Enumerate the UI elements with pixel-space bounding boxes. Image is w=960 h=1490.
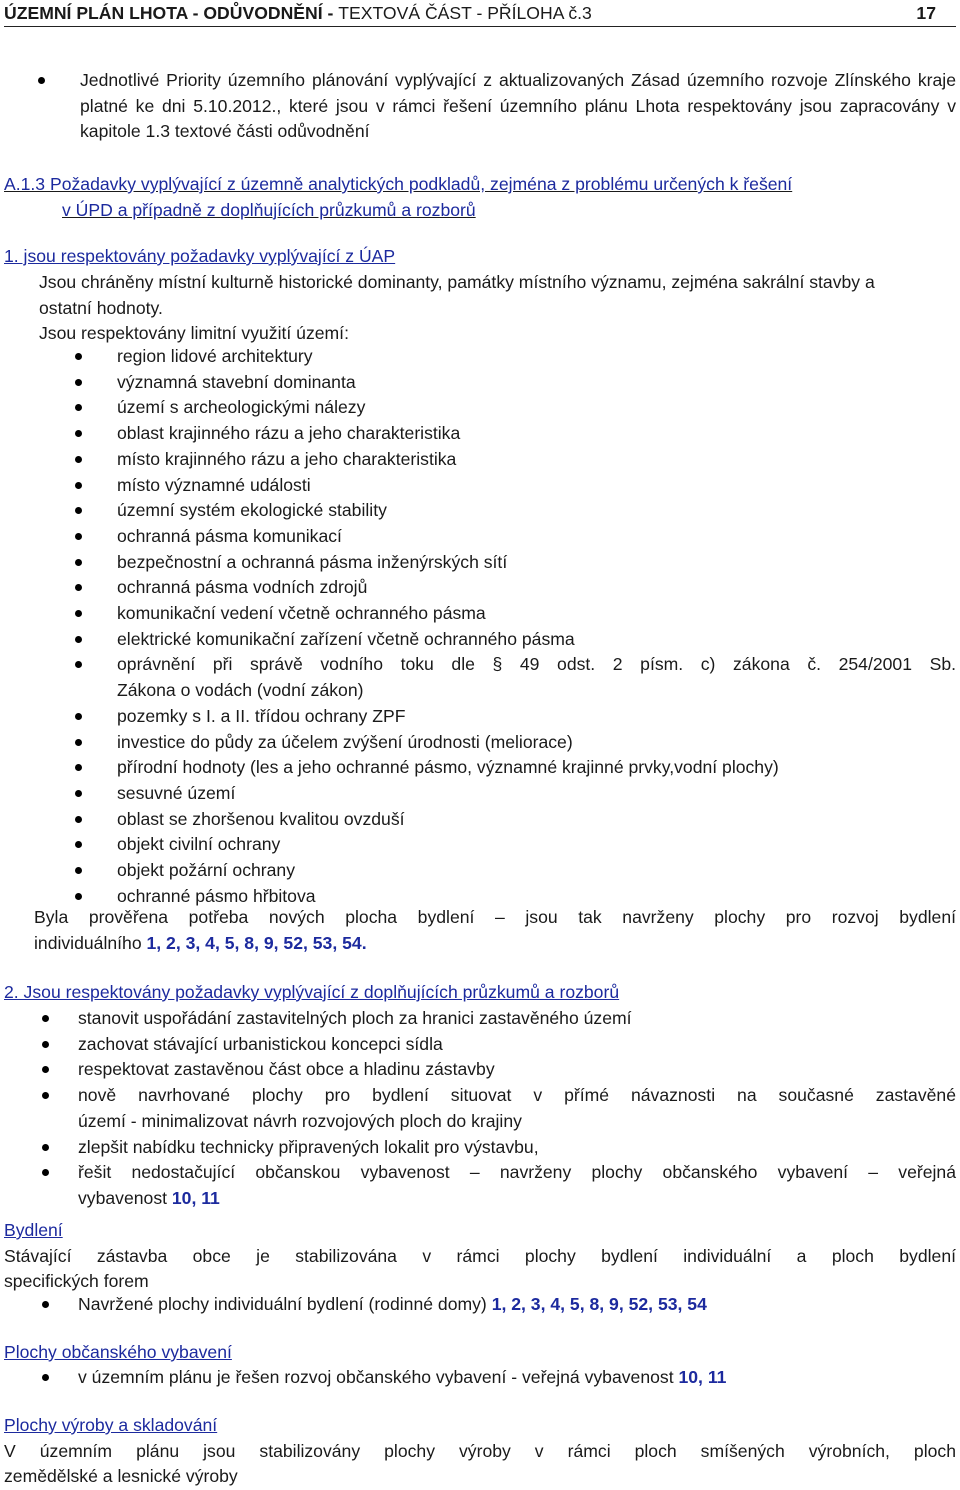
list-item: řešit nedostačující občanskou vybavenost – navrženy plochy občanského vybavení – veřejná — [78, 1160, 956, 1186]
vybavenost-refs: 10, 11 — [171, 1187, 220, 1208]
part1-body — [39, 270, 889, 347]
list-item: významná stavební dominanta — [117, 370, 956, 396]
list-item: ochranné pásmo hřbitova — [117, 884, 956, 910]
list-item: objekt civilní ochrany — [117, 832, 956, 858]
bydleni-refs: 1, 2, 3, 4, 5, 8, 9, 52, 53, 54 — [491, 1294, 707, 1314]
list-item: objekt požární ochrany — [117, 858, 956, 884]
list-item: bezpečnostní a ochranná pásma inženýrských sítí — [117, 550, 956, 576]
header-title-bold: ÚZEMNÍ PLÁN LHOTA - ODŮVODNĚNÍ - — [4, 3, 339, 23]
obcanske-bullet-text: v územním plánu je řešen rozvoj občanského vybavení - veřejná vybavenost — [78, 1367, 679, 1387]
list-item: pozemky s I. a II. třídou ochrany ZPF — [117, 704, 956, 730]
bydleni-bullet-text: Navržené plochy individuální bydlení (rodinné domy) — [78, 1294, 492, 1314]
limits-list — [117, 344, 956, 909]
list-item: nově navrhované plochy pro bydlení situovat v přímé návaznosti na současné zastavěné — [78, 1083, 956, 1109]
list-item: oprávnění při správě vodního toku dle § 49 odst. 2 písm. c) zákona č. 254/2001 Sb. — [117, 652, 956, 678]
obcanske-heading: Plochy občanského vybavení — [4, 1342, 232, 1362]
list-item: sesuvné území — [117, 781, 956, 807]
part1-conclusion — [34, 905, 956, 956]
bydleni-section — [4, 1218, 956, 1295]
list-item-continuation: Zákona o vodách (vodní zákon) — [117, 680, 364, 701]
part1-para: Jsou chráněny místní kulturně historické dominanty, památky místního významu, zejména sakrální stavby a ostatní hodnoty. — [39, 272, 875, 318]
list-item: oblast krajinného rázu a jeho charakteristika — [117, 421, 956, 447]
vyroby-section — [4, 1413, 956, 1490]
section-a13-heading — [4, 172, 956, 223]
list-item: respektovat zastavěnou část obce a hladinu zástavby — [78, 1057, 956, 1083]
part1-heading: 1. jsou respektovány požadavky vyplývající z ÚAP — [4, 246, 396, 266]
obcanske-list — [78, 1365, 956, 1391]
page-number: 17 — [916, 3, 936, 23]
section-a13-line2: v ÚPD a případně z doplňujících průzkumů a rozborů — [62, 199, 476, 220]
list-item: zlepšit nabídku technicky připravených lokalit pro výstavbu, — [78, 1135, 956, 1161]
list-item — [78, 1365, 956, 1391]
list-item — [78, 1292, 956, 1318]
list-item: území s archeologickými nálezy — [117, 395, 956, 421]
page-header — [4, 2, 956, 27]
list-item: komunikační vedení včetně ochranného pásma — [117, 601, 956, 627]
bydleni-line2: specifických forem — [4, 1271, 149, 1292]
list-item: investice do půdy za účelem zvýšení úrodnosti (meliorace) — [117, 730, 956, 756]
part1-limits-intro: Jsou respektovány limitní využití území: — [39, 323, 349, 344]
vyroby-line1: V územním plánu jsou stabilizovány plochy výroby v rámci ploch smíšených výrobních, ploch — [4, 1440, 956, 1461]
part2-list — [78, 1006, 956, 1212]
intro-bullet: Jednotlivé Priority územního plánování vyplývající z aktualizovaných Zásad územního rozvoje Zlínského kraje platné ke dni 5.10.2012., které jsou v rámci řešení územního plánu Lhota respektovány jsou zapracovány v kapitole 1.3 textové části odůvodnění — [80, 68, 956, 145]
part2-heading-wrap — [4, 980, 956, 1006]
list-item: elektrické komunikační zařízení včetně ochranného pásma — [117, 627, 956, 653]
list-item: region lidové architektury — [117, 344, 956, 370]
list-item: přírodní hodnoty (les a jeho ochranné pásmo, významné krajinné prvky,vodní plochy) — [117, 755, 956, 781]
list-item: oblast se zhoršenou kvalitou ovzduší — [117, 807, 956, 833]
conclusion-refs: 1, 2, 3, 4, 5, 8, 9, 52, 53, 54. — [146, 932, 367, 953]
list-item-continuation: území - minimalizovat návrh rozvojových ploch do krajiny — [78, 1110, 522, 1131]
list-item: územní systém ekologické stability — [117, 498, 956, 524]
header-title-normal: TEXTOVÁ ČÁST - PŘÍLOHA č.3 — [338, 3, 592, 23]
vybavenost-text: vybavenost — [78, 1187, 172, 1208]
list-item: zachovat stávající urbanistickou koncepci sídla — [78, 1032, 956, 1058]
vyroby-heading: Plochy výroby a skladování — [4, 1415, 218, 1435]
list-item: ochranná pásma komunikací — [117, 524, 956, 550]
part2-heading: 2. Jsou respektovány požadavky vyplývající z doplňujících průzkumů a rozborů — [4, 982, 620, 1002]
list-item: místo významné události — [117, 473, 956, 499]
section-a13-line1: A.1.3 Požadavky vyplývající z územně analytických podkladů, zejména z problému určených k řešení — [4, 174, 793, 194]
vyroby-line2: zemědělské a lesnické výroby — [4, 1466, 238, 1487]
list-item: místo krajinného rázu a jeho charakteristika — [117, 447, 956, 473]
bydleni-line1: Stávající zástavba obce je stabilizována v rámci plochy bydlení individuální a ploch bydlení — [4, 1245, 956, 1266]
intro-section — [80, 68, 956, 145]
part1-heading-wrap — [4, 244, 956, 270]
bydleni-heading: Bydlení — [4, 1220, 63, 1240]
conclusion-text: individuálního — [34, 932, 147, 953]
list-item-continuation — [78, 1186, 956, 1212]
bydleni-list — [78, 1292, 956, 1318]
obcanske-refs: 10, 11 — [678, 1367, 727, 1387]
conclusion-line2 — [34, 931, 956, 957]
conclusion-line1: Byla prověřena potřeba nových plocha bydlení – jsou tak navrženy plochy pro rozvoj bydlení — [34, 907, 956, 927]
list-item: stanovit uspořádání zastavitelných ploch za hranici zastavěného území — [78, 1006, 956, 1032]
obcanske-heading-wrap — [4, 1340, 956, 1366]
list-item: ochranná pásma vodních zdrojů — [117, 575, 956, 601]
